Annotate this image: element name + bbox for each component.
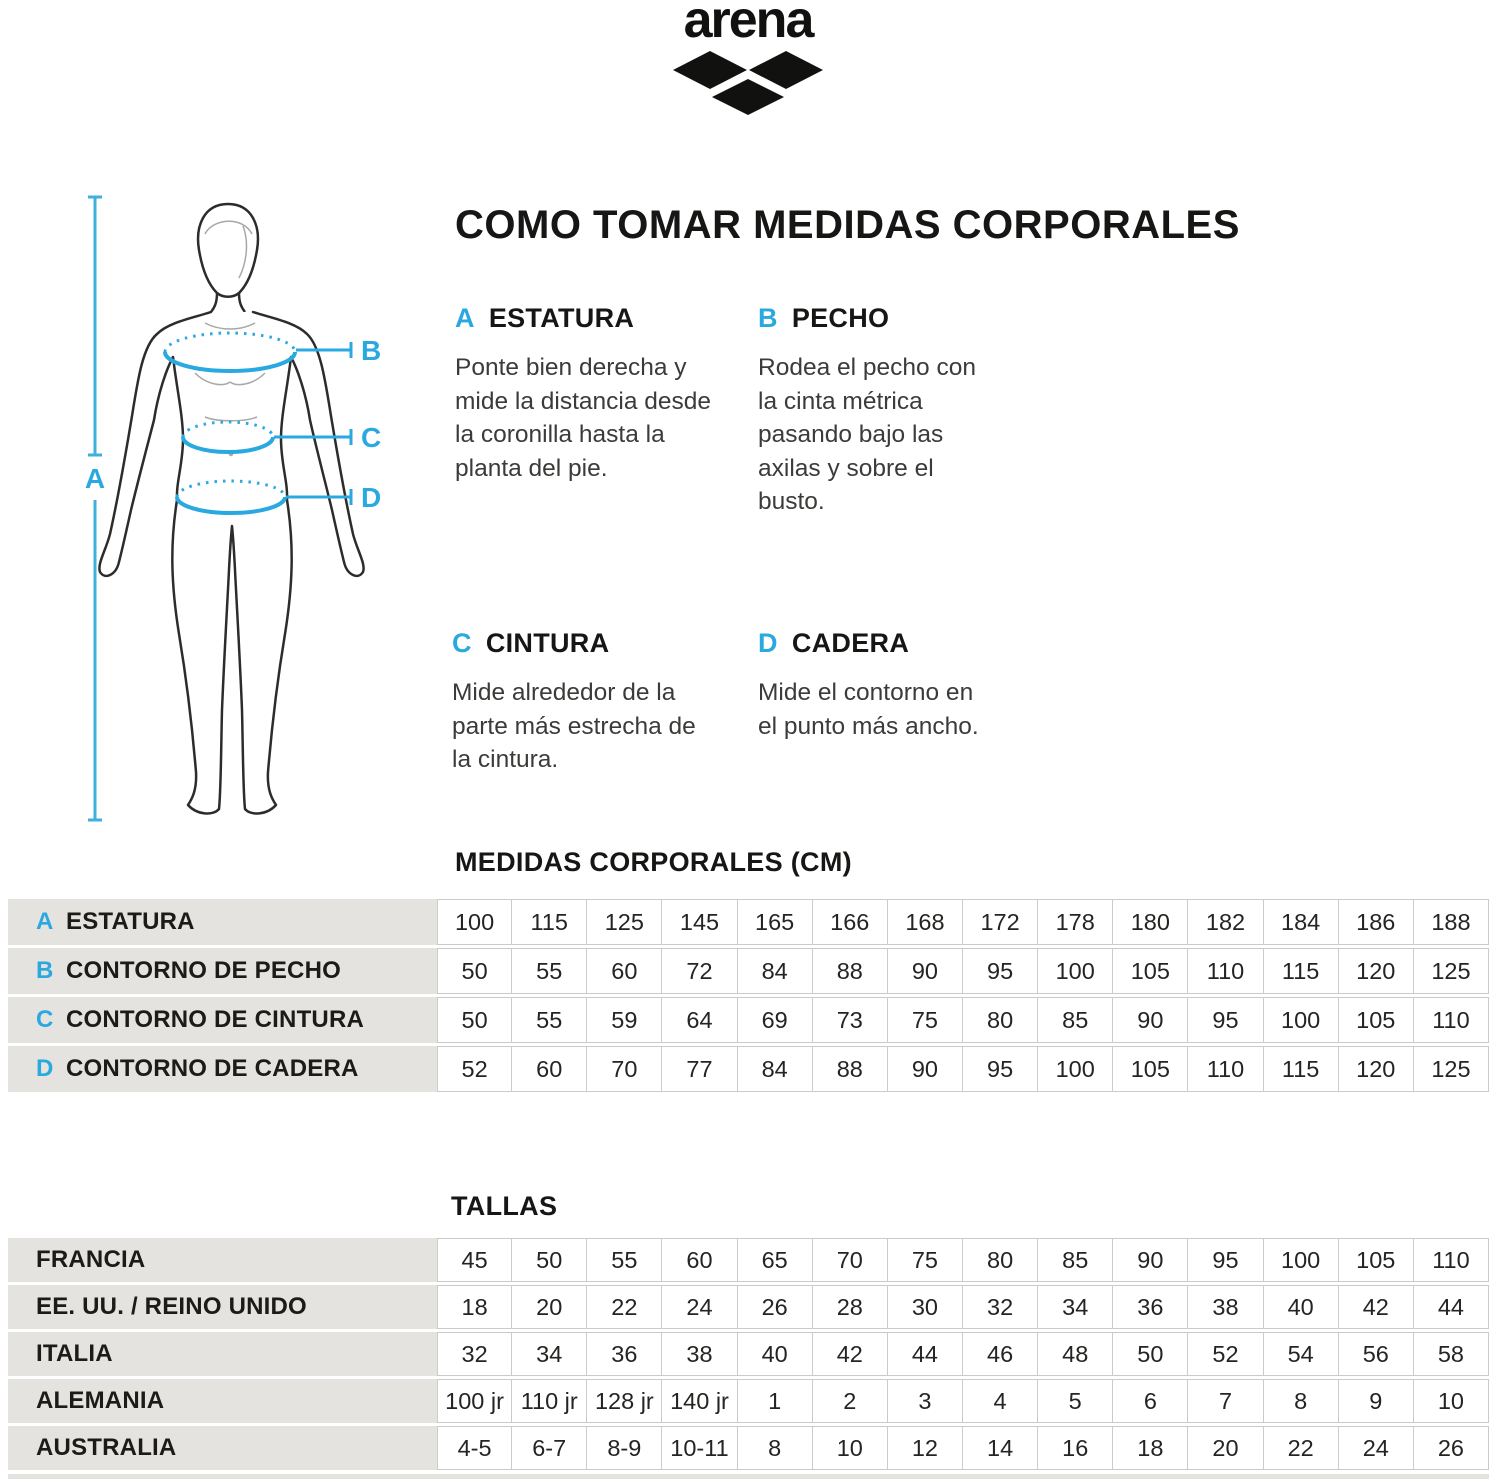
row-label (8, 1332, 437, 1376)
table-row (8, 1332, 1489, 1376)
value-cell: 85 (1038, 997, 1113, 1043)
value-cell: 38 (1188, 1285, 1263, 1329)
value-cell: 100 jr (437, 1379, 512, 1423)
section-letter: D (758, 628, 778, 658)
table-row (8, 899, 1489, 945)
value-cell: 80 (963, 1238, 1038, 1282)
section-text: Mide alrededor de la parte más estrecha de la cintura. (452, 679, 696, 773)
value-cell: 9 (1339, 1379, 1414, 1423)
value-cell: 110 (1414, 1238, 1489, 1282)
value-cell: 65 (738, 1238, 813, 1282)
value-cell: 60 (662, 1238, 737, 1282)
sizes-table (8, 1238, 1489, 1470)
arena-logo (673, 0, 823, 115)
row-letter: D (36, 1055, 54, 1082)
value-cell: 105 (1113, 948, 1188, 994)
value-cell: 34 (512, 1332, 587, 1376)
row-label-text: CONTORNO DE CADERA (66, 1055, 359, 1082)
row-label-text: ITALIA (36, 1340, 113, 1367)
value-cell: 10 (813, 1426, 888, 1470)
value-cell: 40 (1264, 1285, 1339, 1329)
diagram-label-c: C (361, 422, 382, 453)
table-row (8, 1238, 1489, 1282)
section-pecho (758, 303, 986, 519)
section-letter: C (452, 628, 472, 658)
value-cell: 1 (738, 1379, 813, 1423)
value-cell: 182 (1188, 899, 1263, 945)
value-cell: 100 (1264, 1238, 1339, 1282)
value-cell: 4 (963, 1379, 1038, 1423)
bottom-divider (8, 1474, 1489, 1479)
value-cell: 20 (512, 1285, 587, 1329)
value-cell: 90 (888, 1046, 963, 1092)
value-cell: 188 (1414, 899, 1489, 945)
value-cell: 128 jr (587, 1379, 662, 1423)
value-cell: 110 (1188, 1046, 1263, 1092)
arena-wordmark: arena (683, 0, 813, 49)
value-cell: 69 (738, 997, 813, 1043)
value-cell: 50 (1113, 1332, 1188, 1376)
value-cell: 50 (437, 948, 512, 994)
value-cell: 36 (587, 1332, 662, 1376)
row-label (8, 1379, 437, 1423)
row-label (8, 899, 437, 945)
row-label-text: EE. UU. / REINO UNIDO (36, 1293, 307, 1320)
section-letter: B (758, 303, 778, 333)
row-label-text: ESTATURA (66, 908, 195, 935)
row-label (8, 1285, 437, 1329)
section-title: ESTATURA (488, 303, 635, 333)
value-cell: 52 (1188, 1332, 1263, 1376)
diagram-label-a: A (84, 463, 106, 494)
value-cell: 100 (437, 899, 512, 945)
row-label-text: CONTORNO DE CINTURA (66, 1006, 365, 1033)
value-cell: 90 (888, 948, 963, 994)
height-line-a (88, 197, 102, 820)
row-label-text: ALEMANIA (36, 1387, 165, 1414)
value-cell: 125 (587, 899, 662, 945)
value-cell: 12 (888, 1426, 963, 1470)
value-cell: 110 (1188, 948, 1263, 994)
value-cell: 120 (1339, 1046, 1414, 1092)
value-cell: 10-11 (662, 1426, 737, 1470)
row-letter: C (36, 1006, 54, 1033)
value-cell: 110 (1414, 997, 1489, 1043)
value-cell: 8 (1264, 1379, 1339, 1423)
value-cell: 42 (1339, 1285, 1414, 1329)
value-cell: 26 (738, 1285, 813, 1329)
value-cell: 30 (888, 1285, 963, 1329)
value-cell: 4-5 (437, 1426, 512, 1470)
value-cell: 50 (512, 1238, 587, 1282)
value-cell: 7 (1188, 1379, 1263, 1423)
value-cell: 56 (1339, 1332, 1414, 1376)
value-cell: 90 (1113, 997, 1188, 1043)
value-cell: 58 (1414, 1332, 1489, 1376)
value-cell: 84 (738, 948, 813, 994)
value-cell: 115 (1264, 948, 1339, 994)
value-cell: 73 (813, 997, 888, 1043)
measurements-table (8, 899, 1489, 1092)
value-cell: 168 (888, 899, 963, 945)
value-cell: 40 (738, 1332, 813, 1376)
table-row (8, 1046, 1489, 1092)
value-cell: 70 (587, 1046, 662, 1092)
row-label-text: CONTORNO DE PECHO (66, 957, 341, 984)
value-cell: 60 (512, 1046, 587, 1092)
value-cell: 115 (512, 899, 587, 945)
value-cell: 105 (1113, 1046, 1188, 1092)
section-heading (758, 303, 986, 334)
section-heading (455, 303, 735, 334)
row-label-text: AUSTRALIA (36, 1434, 177, 1461)
value-cell: 75 (888, 997, 963, 1043)
value-cell: 186 (1339, 899, 1414, 945)
value-cell: 38 (662, 1332, 737, 1376)
value-cell: 90 (1113, 1238, 1188, 1282)
value-cell: 8-9 (587, 1426, 662, 1470)
value-cell: 100 (1038, 1046, 1113, 1092)
value-cell: 72 (662, 948, 737, 994)
diagram-label-d: D (361, 482, 382, 513)
value-cell: 95 (1188, 997, 1263, 1043)
value-cell: 5 (1038, 1379, 1113, 1423)
value-cell: 55 (512, 948, 587, 994)
value-cell: 115 (1264, 1046, 1339, 1092)
value-cell: 10 (1414, 1379, 1489, 1423)
section-title: CINTURA (485, 628, 610, 658)
table-row (8, 948, 1489, 994)
value-cell: 44 (1414, 1285, 1489, 1329)
value-cell: 48 (1038, 1332, 1113, 1376)
value-cell: 6 (1113, 1379, 1188, 1423)
row-label-text: FRANCIA (36, 1246, 146, 1273)
value-cell: 50 (437, 997, 512, 1043)
section-heading (758, 628, 990, 659)
value-cell: 165 (738, 899, 813, 945)
value-cell: 125 (1414, 1046, 1489, 1092)
section-cadera (758, 628, 990, 743)
value-cell: 88 (813, 1046, 888, 1092)
value-cell: 55 (587, 1238, 662, 1282)
body-outline (99, 204, 363, 814)
value-cell: 18 (437, 1285, 512, 1329)
value-cell: 77 (662, 1046, 737, 1092)
value-cell: 20 (1188, 1426, 1263, 1470)
table-row (8, 1285, 1489, 1329)
value-cell: 172 (963, 899, 1038, 945)
value-cell: 42 (813, 1332, 888, 1376)
row-label (8, 948, 437, 994)
value-cell: 75 (888, 1238, 963, 1282)
value-cell: 166 (813, 899, 888, 945)
table-row (8, 1379, 1489, 1423)
row-label (8, 1426, 437, 1470)
body-measurement-diagram (55, 192, 420, 840)
value-cell: 32 (963, 1285, 1038, 1329)
value-cell: 178 (1038, 899, 1113, 945)
value-cell: 100 (1038, 948, 1113, 994)
value-cell: 95 (963, 948, 1038, 994)
value-cell: 180 (1113, 899, 1188, 945)
value-cell: 24 (662, 1285, 737, 1329)
value-cell: 140 jr (662, 1379, 737, 1423)
section-letter: A (455, 303, 475, 333)
value-cell: 100 (1264, 997, 1339, 1043)
page-title: COMO TOMAR MEDIDAS CORPORALES (455, 203, 1240, 247)
row-label (8, 997, 437, 1043)
row-label (8, 1046, 437, 1092)
value-cell: 88 (813, 948, 888, 994)
value-cell: 2 (813, 1379, 888, 1423)
value-cell: 125 (1414, 948, 1489, 994)
value-cell: 95 (1188, 1238, 1263, 1282)
value-cell: 105 (1339, 997, 1414, 1043)
value-cell: 105 (1339, 1238, 1414, 1282)
value-cell: 54 (1264, 1332, 1339, 1376)
value-cell: 85 (1038, 1238, 1113, 1282)
diagram-label-b: B (361, 335, 382, 366)
section-text: Mide el contorno en el punto más ancho. (758, 679, 979, 740)
table-row (8, 997, 1489, 1043)
table-row (8, 1426, 1489, 1470)
value-cell: 59 (587, 997, 662, 1043)
value-cell: 32 (437, 1332, 512, 1376)
value-cell: 8 (738, 1426, 813, 1470)
value-cell: 28 (813, 1285, 888, 1329)
measurements-table-title: MEDIDAS CORPORALES (CM) (455, 847, 852, 877)
section-title: PECHO (791, 303, 890, 333)
section-text: Ponte bien derecha y mide la distancia desde la coronilla hasta la planta del pie. (455, 354, 712, 482)
sizes-table-title: TALLAS (451, 1191, 558, 1221)
row-letter: B (36, 957, 54, 984)
value-cell: 46 (963, 1332, 1038, 1376)
row-label (8, 1238, 437, 1282)
section-cintura (452, 628, 710, 777)
value-cell: 6-7 (512, 1426, 587, 1470)
value-cell: 45 (437, 1238, 512, 1282)
value-cell: 26 (1414, 1426, 1489, 1470)
value-cell: 60 (587, 948, 662, 994)
section-title: CADERA (791, 628, 910, 658)
value-cell: 52 (437, 1046, 512, 1092)
value-cell: 145 (662, 899, 737, 945)
value-cell: 44 (888, 1332, 963, 1376)
value-cell: 16 (1038, 1426, 1113, 1470)
value-cell: 184 (1264, 899, 1339, 945)
value-cell: 34 (1038, 1285, 1113, 1329)
value-cell: 22 (587, 1285, 662, 1329)
value-cell: 120 (1339, 948, 1414, 994)
value-cell: 55 (512, 997, 587, 1043)
value-cell: 110 jr (512, 1379, 587, 1423)
value-cell: 18 (1113, 1426, 1188, 1470)
value-cell: 36 (1113, 1285, 1188, 1329)
section-heading (452, 628, 710, 659)
section-text: Rodea el pecho con la cinta métrica pasando bajo las axilas y sobre el busto. (758, 354, 976, 515)
value-cell: 80 (963, 997, 1038, 1043)
value-cell: 64 (662, 997, 737, 1043)
value-cell: 3 (888, 1379, 963, 1423)
section-estatura (455, 303, 735, 485)
value-cell: 14 (963, 1426, 1038, 1470)
arena-diamonds-logo-icon (673, 51, 823, 115)
value-cell: 70 (813, 1238, 888, 1282)
value-cell: 95 (963, 1046, 1038, 1092)
row-letter: A (36, 908, 54, 935)
value-cell: 24 (1339, 1426, 1414, 1470)
value-cell: 84 (738, 1046, 813, 1092)
value-cell: 22 (1264, 1426, 1339, 1470)
